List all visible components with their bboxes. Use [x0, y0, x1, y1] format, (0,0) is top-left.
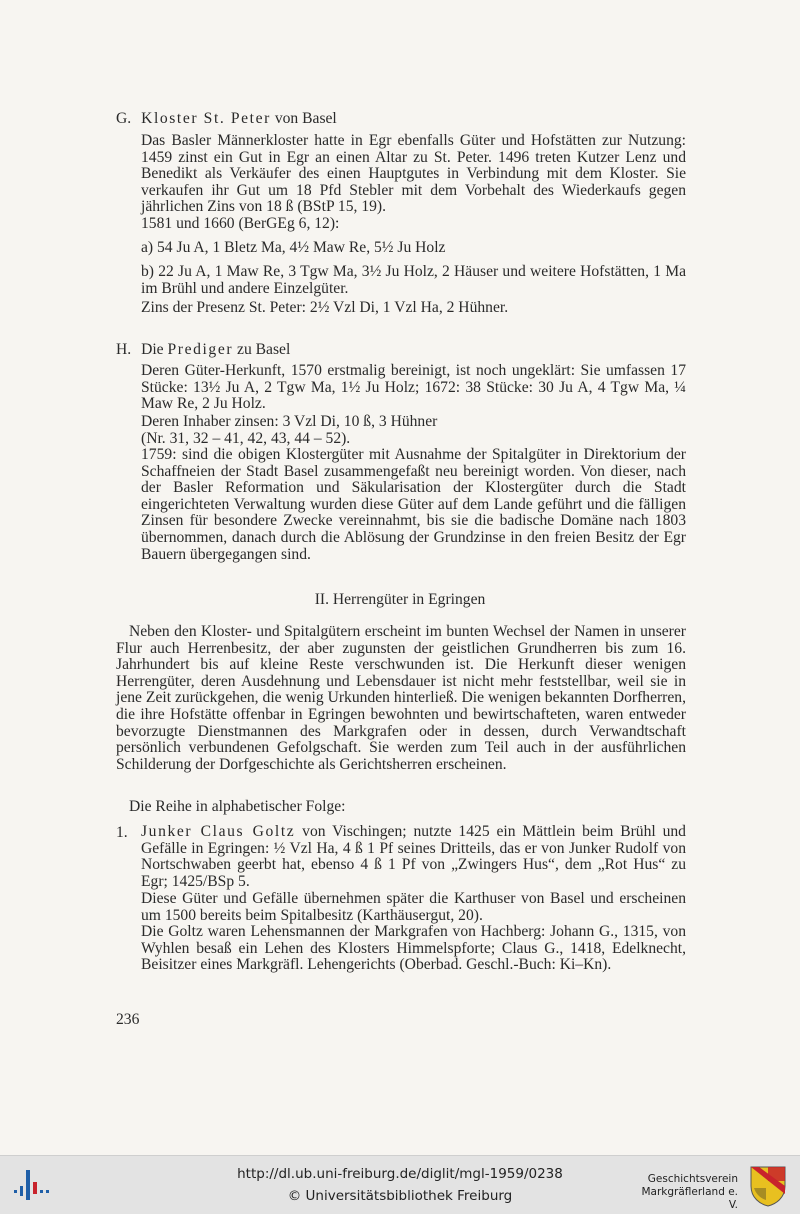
- section-h-numbers: (Nr. 31, 32 – 41, 42, 43, 44 – 52).: [141, 430, 351, 447]
- section-g-zins: Zins der Presenz St. Peter: 2½ Vzl Di, 1 Vzl Ha, 2 Hühner.: [141, 299, 509, 316]
- section-letter: G.: [116, 110, 132, 127]
- list-item-1-paragraph-2: Diese Güter und Gefälle übernehmen später die Karthuser von Basel und erscheinen um 1500 bereits beim Spitalbesitz (Karthäusergut, 20).: [141, 890, 686, 924]
- footer-bar: [0, 1155, 800, 1214]
- section-h-1759-paragraph: 1759: sind die obigen Klostergüter mit Ausnahme der Spitalgüter in Direktorium der Schaffneien der Stadt Basel zusammengefaßt neu bereinigt worden. Von dieser, nach der Basler Reformation und Säkularisation der Klostergüter durch die Stadt eingerichteten Verwaltung wurden diese Güter auf dem Lande geführt und die fälligen Zinsen für besondere Zwecke vereinnahmt, bis sie die badische Domäne nach 1803 übernommen, danach durch die Ablösung der Grundzinse in den freien Besitz der Egr Bauern übergegangen sind.: [141, 446, 686, 563]
- section-g-item-b: b) 22 Ju A, 1 Maw Re, 3 Tgw Ma, 3½ Ju Holz, 2 Häuser und weitere Hofstätten, 1 Ma im Brühl und andere Einzelgüter.: [141, 263, 686, 297]
- society-name-line-1: Geschichtsverein: [647, 1173, 738, 1185]
- section-g-dates: 1581 und 1660 (BerGEg 6, 12):: [141, 215, 340, 232]
- society-name: [630, 1173, 738, 1212]
- chapter-heading: II. Herrengüter in Egringen: [314, 591, 486, 608]
- section-letter: H.: [116, 341, 132, 358]
- section-g-paragraph: Das Basler Männerkloster hatte in Egr ebenfalls Güter und Hofstätten zur Nutzung: 1459 zinst ein Gut in Egr an einen Altar zu St. Peter. 1496 treten Kutzer Lenz und Benedikt als Verkäufer des einen Hauptgutes in Verbindung mit dem Kloster. Sie verkaufen ihr Gut um 18 Pfd Stebler mit dem Vorbehalt des Wiederkaufs gegen jährlichen Zins von 18 ß (BStP 15, 19).: [141, 132, 686, 216]
- herrengueter-paragraph: Neben den Kloster- und Spitalgütern erscheint im bunten Wechsel der Namen in unserer Flur auch Herrenbesitz, der aber zugunsten der geistlichen Grundherren bis zum 16. Jahrhundert bis auf kleine Reste verschwunden ist. Die Herkunft dieser wenigen Herrengüter, deren Ausdehnung und Lebensdauer ist nicht mehr feststellbar, weil sie in jene Zeit zurückgehen, die wenig Urkunden hinterließ. Die wenigen bekannten Dorfherren, die ihre Hofstätte offenbar in Egringen bewohnten und bewirtschafteten, waren entweder bevorzugte Dienstmannen des Markgrafen oder in dessen, durch Verwandtschaft persönlich verbundenen Gefolgschaft. Sie werden zum Teil auch in der ausführlichen Schilderung der Dorfgeschichte als Gerichtsherren erscheinen.: [116, 623, 686, 773]
- list-item-1-paragraph-3: Die Goltz waren Lehensmannen der Markgrafen von Hachberg: Johann G., 1315, von Wyhlen besaß ein Lehen des Klosters Himmelspforte; Claus G., 1418, Edelknecht, Beisitzer eines Markgräfl. Lehengerichts (Oberbad. Geschl.-Buch: Ki–Kn).: [141, 923, 686, 974]
- footer-copyright: © Universitätsbibliothek Freiburg: [287, 1188, 513, 1204]
- list-item-number: 1.: [116, 824, 128, 841]
- section-h-paragraph: Deren Güter-Herkunft, 1570 erstmalig bereinigt, ist noch ungeklärt: Sie umfassen 17 Stücke: 13½ Ju A, 2 Tgw Ma, 1½ Ju Holz; 1672: 38 Stücke: 30 Ju A, 4 Tgw Ma, ¼ Maw Re, 2 Ju Holz.: [141, 362, 686, 413]
- section-h-inhaber: Deren Inhaber zinsen: 3 Vzl Di, 10 ß, 3 Hühner: [141, 413, 438, 430]
- coat-of-arms-crest-icon: [748, 1164, 788, 1208]
- list-item-1: [141, 824, 686, 890]
- list-intro: Die Reihe in alphabetischer Folge:: [129, 798, 346, 815]
- footer-url-link[interactable]: http://dl.ub.uni-freiburg.de/diglit/mgl-1959/0238: [237, 1166, 563, 1182]
- society-name-line-2: Markgräflerland e. V.: [641, 1186, 738, 1211]
- section-h-heading: [116, 341, 290, 359]
- page-number: 236: [116, 1011, 140, 1028]
- section-title-rest: von Basel: [270, 110, 337, 127]
- list-item-1-text: von Vischingen; nutzte 1425 ein Mättlein beim Brühl und Gefälle in Egringen: ½ Vzl Ha, 4 ß 1 Pf seines Dritteils, das er von Junker Rudolf von Nortschwaben geerbt hat, ebenso 4 ß 1 Pf von „Zwingers Hus“, dem „Rot Hus“ zu Egr; 1425/BSp 5.: [141, 823, 686, 890]
- section-g-item-a: a) 54 Ju A, 1 Bletz Ma, 4½ Maw Re, 5½ Ju Holz: [141, 239, 446, 256]
- section-g-heading: [116, 110, 337, 128]
- section-title-pre: Die: [141, 341, 168, 358]
- section-title-spaced: Prediger: [167, 341, 234, 358]
- section-title-spaced: Kloster St. Peter: [141, 110, 271, 127]
- section-title-rest: zu Basel: [233, 341, 291, 358]
- person-name-spaced: Junker Claus Goltz: [141, 823, 296, 840]
